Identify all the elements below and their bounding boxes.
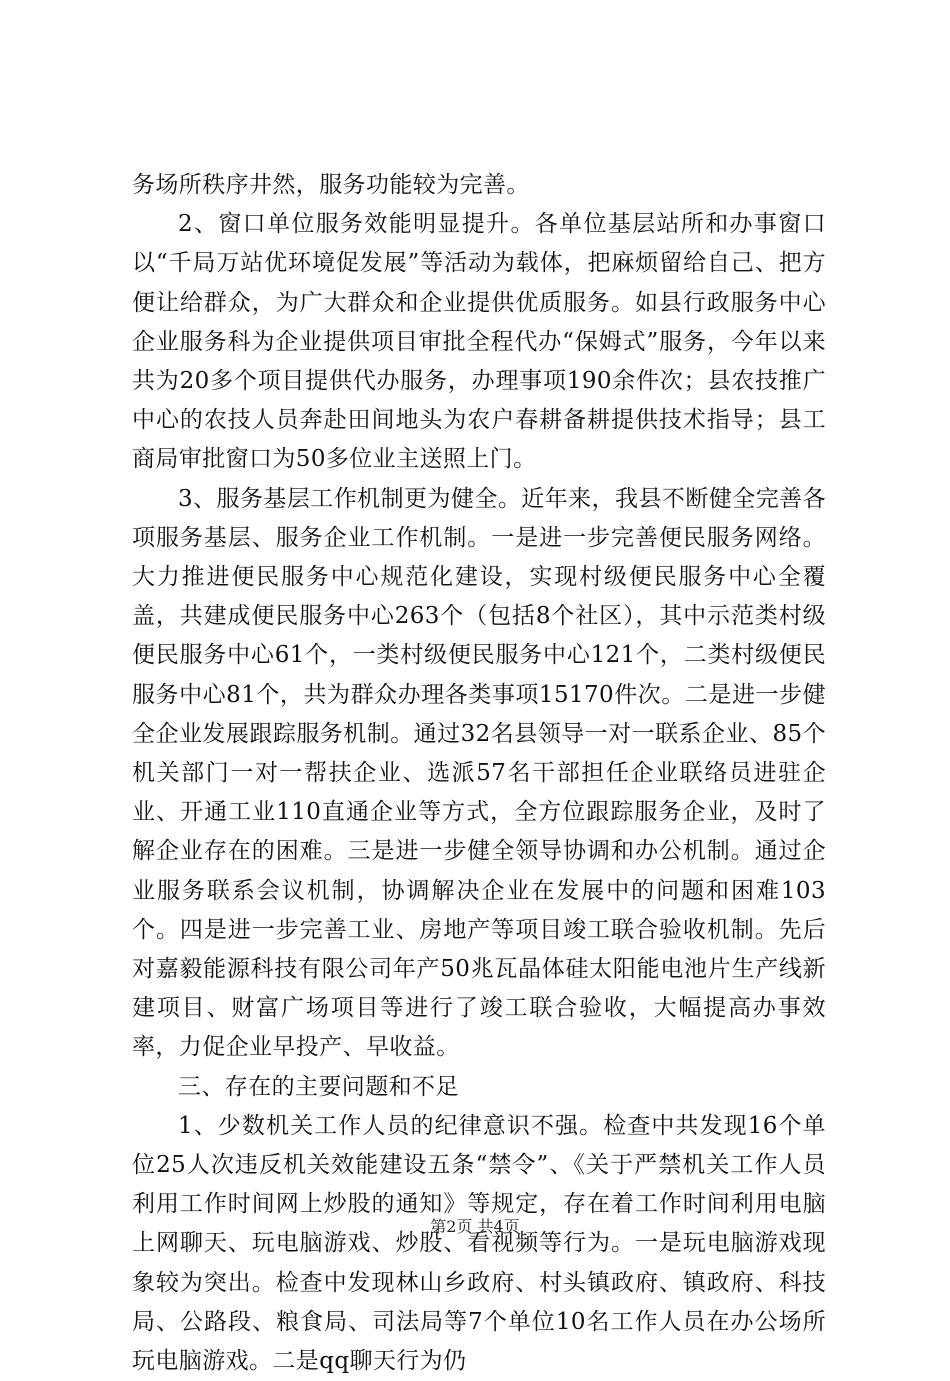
document-body	[132, 166, 826, 1381]
page-footer: 第2页 共4页	[430, 1217, 520, 1236]
paragraph-2: 2、窗口单位服务效能明显提升。各单位基层站所和办事窗口以“千局万站优环境促发展”等活动为载体，把麻烦留给自己、把方便让给群众，为广大群众和企业提供优质服务。如县行政服务中心企业服务科为企业提供项目审批全程代办“保姆式”服务，今年以来共为20多个项目提供代办服务，办理事项190余件次；县农技推广中心的农技人员奔赴田间地头为农户春耕备耕提供技术指导；县工商局审批窗口为50多位业主送照上门。	[132, 211, 826, 473]
paragraph-3: 3、服务基层工作机制更为健全。近年来，我县不断健全完善各项服务基层、服务企业工作机制。一是进一步完善便民服务网络。大力推进便民服务中心规范化建设，实现村级便民服务中心全覆盖，共建成便民服务中心263个（包括8个社区），其中示范类村级便民服务中心61个，一类村级便民服务中心121个，二类村级便民服务中心81个，共为群众办理各类事项15170件次。二是进一步健全企业发展跟踪服务机制。通过32名县领导一对一联系企业、85个机关部门一对一帮扶企业、选派57名干部担任企业联络员进驻企业、开通工业110直通企业等方式，全方位跟踪服务企业，及时了解企业存在的困难。三是进一步健全领导协调和办公机制。通过企业服务联系会议机制，协调解决企业在发展中的问题和困难103个。四是进一步完善工业、房地产等项目竣工联合验收机制。先后对嘉毅能源科技有限公司年产50兆瓦晶体硅太阳能电池片生产线新建项目、财富广场项目等进行了竣工联合验收，大幅提高办事效率，力促企业早投产、早收益。	[132, 485, 826, 1061]
paragraph-4: 1、少数机关工作人员的纪律意识不强。检查中共发现16个单位25人次违反机关效能建设五条“禁令”、《关于严禁机关工作人员利用工作时间网上炒股的通知》等规定，存在着工作时间利用电脑上网聊天、玩电脑游戏、炒股、看视频等行为。一是玩电脑游戏现象较为突出。检查中发现林山乡政府、村头镇政府、镇政府、科技局、公路段、粮食局、司法局等7个单位10名工作人员在办公场所玩电脑游戏。二是qq聊天行为仍	[132, 1112, 826, 1375]
section-heading: 三、存在的主要问题和不足	[178, 1073, 459, 1100]
paragraph-1: 务场所秩序井然，服务功能较为完善。	[132, 172, 530, 198]
